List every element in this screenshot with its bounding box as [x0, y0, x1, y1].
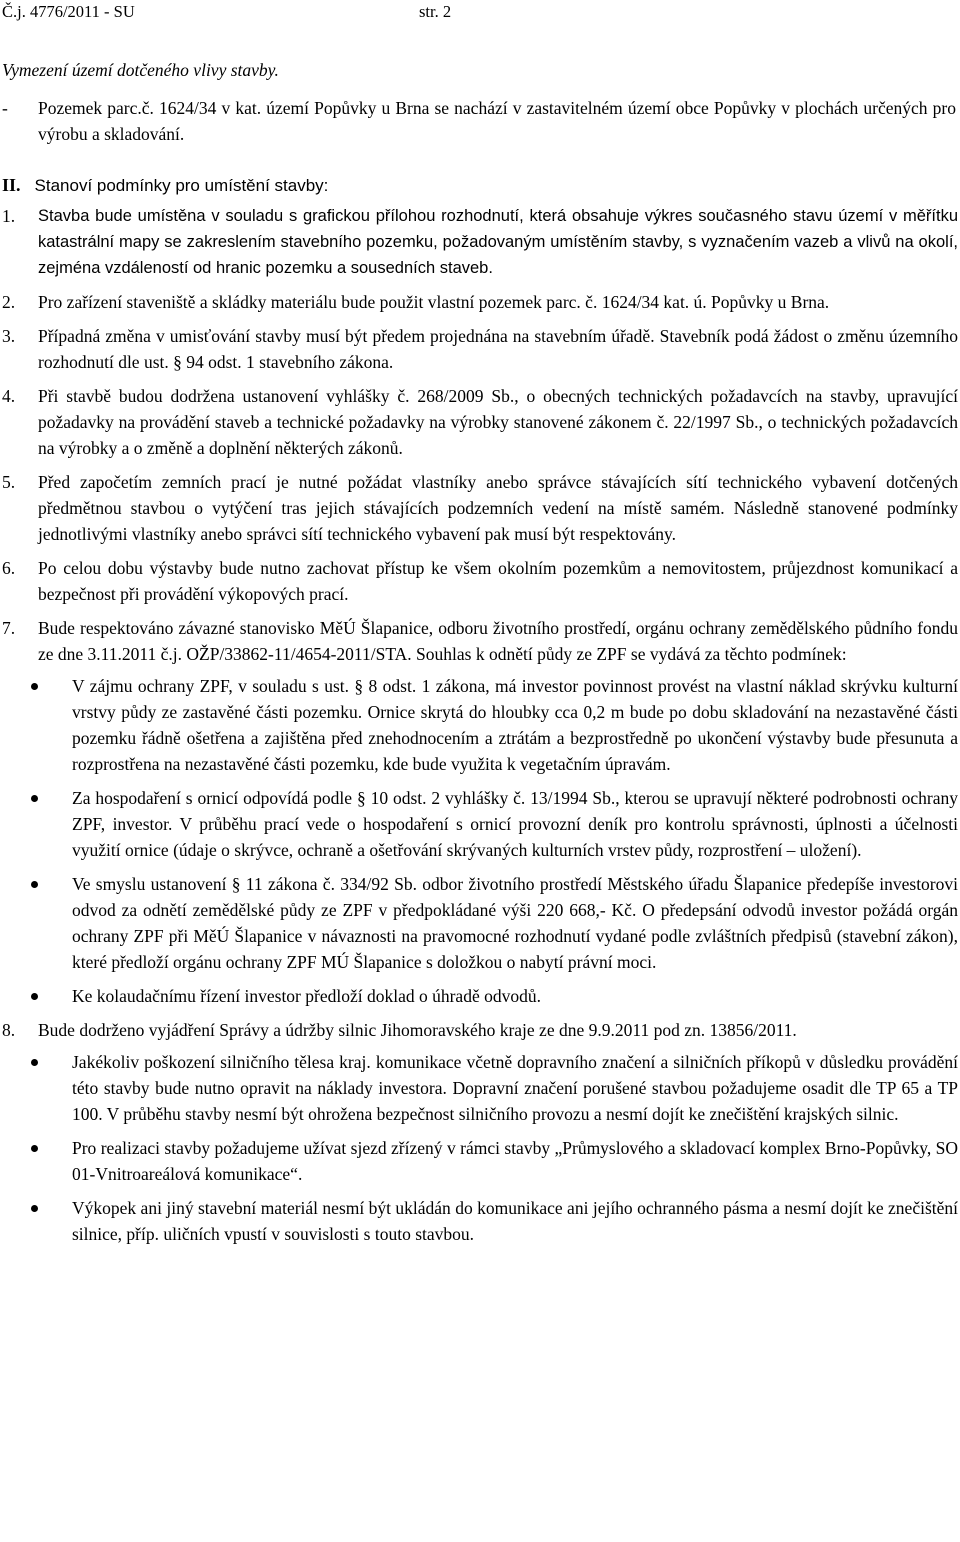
conditions-list	[2, 203, 958, 1255]
condition-number: 1.	[2, 206, 16, 226]
bullet-item	[72, 1135, 958, 1187]
condition-number: 6.	[2, 558, 16, 578]
condition-item	[2, 1017, 958, 1247]
bullet-dot-icon	[31, 683, 38, 690]
condition-bullet-list	[2, 1049, 958, 1247]
condition-text: Případná změna v umisťování stavby musí být předem projednána na stavebním úřadě. Stavebník podá žádost o změnu územního rozhodnutí dle ust. § 94 odst. 1 stavebního zákona.	[38, 326, 958, 372]
bullet-dot-icon	[31, 1145, 38, 1152]
bullet-text: V zájmu ochrany ZPF, v souladu s ust. § 8 odst. 1 zákona, má investor povinnost provést na vlastní náklad skrývku kulturní vrstvy půdy ze zastavěné části pozemku. Ornice skrytá do hloubky cca 0,2 m bude po dobu skladování na nezastavěné části pozemku řádně ošetřena a zajištěna před znehodnocením a ztrátám a bezprostředně po ukončení výstavby bude přesunuta a rozprostřena na nezastavěné části pozemku, kde bude využita k vegetačním úpravám.	[72, 676, 958, 774]
condition-number: 8.	[2, 1020, 16, 1040]
bullet-dot-icon	[31, 993, 38, 1000]
condition-text: Pro zařízení staveniště a skládky materiálu bude použit vlastní pozemek parc. č. 1624/34 kat. ú. Popůvky u Brna.	[38, 292, 830, 312]
section-number: II.	[2, 175, 21, 195]
bullet-text: Ve smyslu ustanovení § 11 zákona č. 334/92 Sb. odbor životního prostředí Městského úřadu Šlapanice předepíše investorovi odvod za odnětí zemědělské půdy ze ZPF v předpokládané výši 220 668,- Kč. O předepsání odvodů investor požádá orgán ochrany ZPF při MěÚ Šlapanice v návaznosti na pravomocné rozhodnutí vydané podle zvláštních předpisů (stavební zákon), které předloží orgánu ochrany ZPF MÚ Šlapanice s doložkou o nabytí právní moci.	[72, 874, 958, 972]
bullet-item	[72, 1195, 958, 1247]
bullet-item	[72, 1049, 958, 1127]
bullet-text: Pro realizaci stavby požadujeme užívat sjezd zřízený v rámci stavby „Průmyslového a skladovací komplex Brno-Popůvky, SO 01-Vnitroareálová komunikace“.	[72, 1138, 958, 1184]
plot-description	[2, 95, 956, 147]
condition-number: 2.	[2, 292, 16, 312]
bullet-item	[72, 871, 958, 975]
bullet-dot-icon	[31, 1059, 38, 1066]
case-reference: Č.j. 4776/2011 - SU	[2, 2, 135, 21]
bullet-dot-icon	[31, 795, 38, 802]
condition-text: Před započetím zemních prací je nutné požádat vlastníky anebo správce stávajících sítí technického vybavení dotčených předmětnou stavbou o vytýčení tras jejich stávajících podzemních vedení na místě samém. Následně stanovené podmínky jednotlivými vlastníky anebo správci sítí technického vybavení pak musí být respektovány.	[38, 472, 958, 544]
bullet-text: Ke kolaudačnímu řízení investor předloží doklad o úhradě odvodů.	[72, 986, 541, 1006]
bullet-dot-icon	[31, 1205, 38, 1212]
condition-text: Při stavbě budou dodržena ustanovení vyhlášky č. 268/2009 Sb., o obecných technických požadavcích na stavby, upravující požadavky na provádění staveb a technické požadavky na výrobky stanovené zákonem č. 22/1997 Sb., o technických požadavcích na výrobky a o změně a doplnění některých zákonů.	[38, 386, 958, 458]
condition-bullet-list	[2, 673, 958, 1009]
area-heading: Vymezení území dotčeného vlivy stavby.	[2, 60, 279, 80]
bullet-text: Výkopek ani jiný stavební materiál nesmí být ukládán do komunikace ani jejího ochranného pásma a nesmí dojít ke znečištění silnice, příp. uličních vpustí v souvislosti s touto stavbou.	[72, 1198, 958, 1244]
section-title: Stanoví podmínky pro umístění stavby:	[34, 176, 329, 195]
plot-description-text: Pozemek parc.č. 1624/34 v kat. území Popůvky u Brna se nachází v zastavitelném území obce Popůvky v plochách určených pro výrobu a skladování.	[38, 98, 956, 144]
condition-text: Po celou dobu výstavby bude nutno zachovat přístup ke všem okolním pozemkům a nemovitostem, průjezdnost komunikací a bezpečnost při provádění výkopových prací.	[38, 558, 958, 604]
bullet-item	[72, 785, 958, 863]
condition-number: 3.	[2, 326, 16, 346]
bullet-dot-icon	[31, 881, 38, 888]
condition-item	[2, 555, 958, 607]
condition-item	[2, 383, 958, 461]
condition-number: 5.	[2, 472, 16, 492]
condition-text: Bude dodrženo vyjádření Správy a údržby silnic Jihomoravského kraje ze dne 9.9.2011 pod zn. 13856/2011.	[38, 1020, 797, 1040]
condition-text: Bude respektováno závazné stanovisko MěÚ Šlapanice, odboru životního prostředí, orgánu ochrany zemědělského půdního fondu ze dne 3.11.2011 č.j. OŽP/33862-11/4654-2011/STA. Souhlas k odnětí půdy ze ZPF se vydává za těchto podmínek:	[38, 618, 958, 664]
bullet-text: Za hospodaření s ornicí odpovídá podle § 10 odst. 2 vyhlášky č. 13/1994 Sb., kterou se upravují některé podrobnosti ochrany ZPF, investor. V průběhu prací vede o hospodaření s ornicí provozní deník pro kontrolu správnosti, úplnosti a účelnosti využití ornice (údaje o skrývce, ochraně a ošetřování skrývaných kulturních vrstev půdy, rozprostření – uložení).	[72, 788, 958, 860]
condition-item	[2, 615, 958, 1009]
condition-item	[2, 289, 958, 315]
condition-item	[2, 469, 958, 547]
page-number: str. 2	[419, 2, 452, 21]
condition-item	[2, 323, 958, 375]
bullet-text: Jakékoliv poškození silničního tělesa kraj. komunikace včetně dopravního značení a silničních příkopů v důsledku provádění této stavby bude nutno opravit na náklady investora. Dopravní značení porušené stavbou požadujeme osadit dle TP 65 a TP 100. V průběhu stavby nesmí být ohrožena bezpečnost silničního provozu a nesmí dojít ke znečištění krajských silnic.	[72, 1052, 958, 1124]
section-heading	[2, 175, 328, 196]
dash-marker: -	[2, 98, 8, 118]
bullet-item	[72, 983, 958, 1009]
condition-text: Stavba bude umístěna v souladu s grafickou přílohou rozhodnutí, která obsahuje výkres současného stavu území v měřítku katastrální mapy se zakreslením stavebního pozemku, požadovaným umístěním stavby, s vyznačením vazeb a vlivů na okolí, zejména vzdáleností od hranic pozemku a sousedních staveb.	[38, 207, 958, 277]
condition-number: 4.	[2, 386, 16, 406]
condition-item	[2, 203, 958, 281]
condition-number: 7.	[2, 618, 16, 638]
bullet-item	[72, 673, 958, 777]
